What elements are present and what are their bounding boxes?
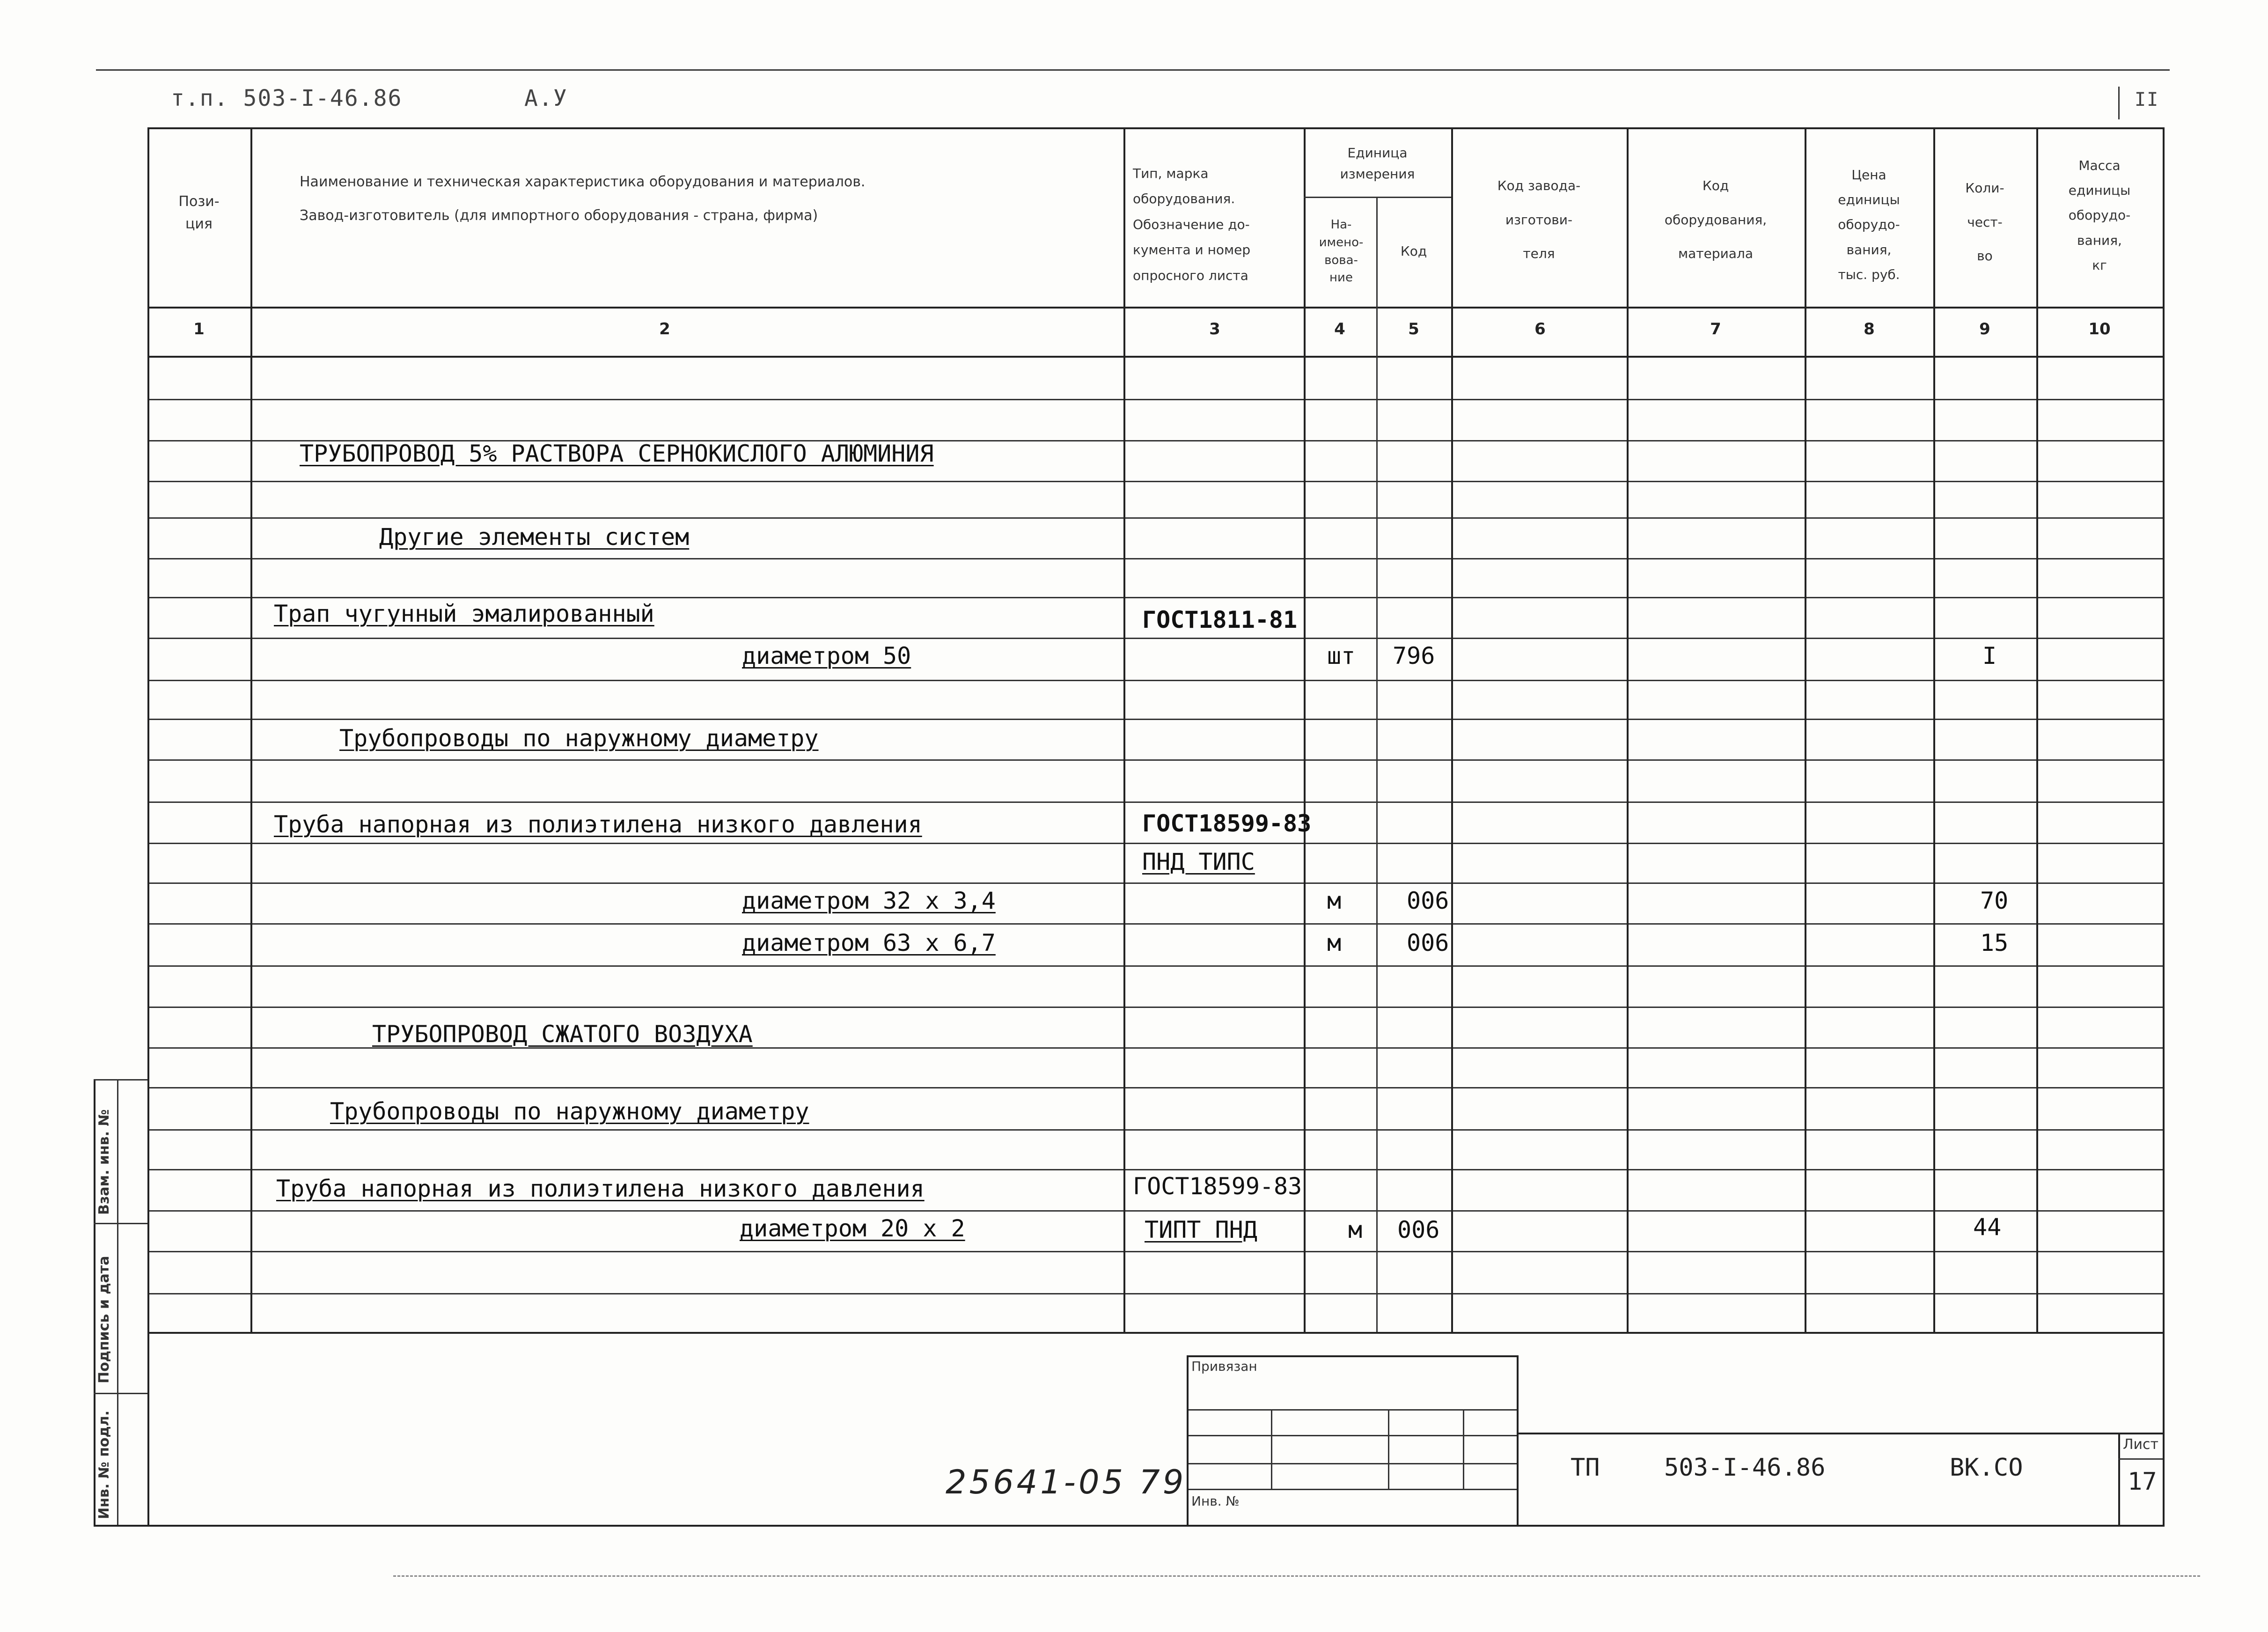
header-name: Наименование и техническая характеристика оборудования и материалов. Завод-изготовитель (для импортного оборудования - страна, фирма) [300, 174, 866, 224]
column-number: 8 [1864, 320, 1875, 338]
row-trap-name: Трап чугунный эмалированный [274, 600, 654, 627]
col-line [1123, 127, 1125, 1332]
row-line [147, 1293, 2163, 1294]
title-block-top-line [1517, 1433, 2163, 1434]
row-line [147, 1169, 2163, 1170]
col-line [250, 127, 252, 1332]
column-number: 3 [1209, 320, 1220, 338]
column-number: 5 [1408, 320, 1419, 338]
frame-left-line [147, 127, 149, 1525]
stamp-line [1187, 1435, 1517, 1436]
row-line [147, 517, 2163, 519]
sidebar-outer-line [94, 1079, 95, 1525]
footer-drawing-mark: ВК.СО [1950, 1454, 2023, 1482]
sheet-box-split [2118, 1458, 2163, 1460]
sidebar-line [94, 1393, 147, 1394]
stamp-line [1187, 1355, 1517, 1357]
subsection-outer-diameter-1: Трубопроводы по наружному диаметру [339, 725, 819, 752]
header-unit-group: Единица измерения [1340, 145, 1415, 182]
scan-artifact-line [393, 1575, 2200, 1577]
footer-project-code: 503-I-46.86 [1664, 1454, 1826, 1482]
corner-mark: II [2135, 89, 2159, 110]
stamp-line [1187, 1489, 1517, 1490]
row-pipe1-d63-qty: 15 [1980, 929, 2009, 956]
column-number: 7 [1710, 320, 1721, 338]
col-line [1805, 127, 1806, 1332]
sheet-box-line [2118, 1433, 2120, 1525]
top-edge-line [96, 69, 2170, 71]
footer-tp: ТП [1571, 1454, 1600, 1482]
subsection-other-elements: Другие элементы систем [379, 523, 690, 551]
stamp-line [1187, 1409, 1517, 1411]
row-line [147, 759, 2163, 761]
stamp-line [1388, 1409, 1389, 1489]
col-line [1627, 127, 1629, 1332]
row-line [147, 801, 2163, 803]
col-line [2036, 127, 2038, 1332]
stamp-line [1187, 1463, 1517, 1464]
frame-bottom-line [94, 1525, 2165, 1527]
row-pipe1-d63-unit: м [1327, 929, 1342, 956]
column-number: 9 [1979, 320, 1990, 338]
column-number: 6 [1534, 320, 1546, 338]
column-number: 1 [193, 320, 205, 338]
row-line [147, 638, 2163, 639]
corner-box-line [2118, 87, 2120, 119]
row-pipe1-d63: диаметром 63 х 6,7 [742, 929, 996, 956]
row-line [147, 1129, 2163, 1131]
colnum-bottom-line [147, 356, 2163, 358]
row-pipe1-doc: ГОСТ18599-83 [1142, 810, 1312, 837]
row-line [147, 399, 2163, 400]
row-pipe2-qty: 44 [1973, 1213, 2002, 1241]
album-mark: А.У [524, 85, 568, 111]
col-line [1451, 127, 1453, 1332]
stamp-line [1517, 1355, 1519, 1525]
table-bottom-line [147, 1332, 2163, 1334]
sidebar-line [94, 1223, 147, 1224]
sheet-number: 17 [2128, 1468, 2157, 1496]
header-unit-code: Код [1400, 243, 1427, 259]
col-line [1376, 197, 1378, 1332]
header-position: Пози- ция [178, 193, 220, 232]
row-line [147, 965, 2163, 967]
row-pipe2-doc2: ТИПТ ПНД [1145, 1216, 1257, 1243]
header-unit-name: На- имено- вова- ние [1319, 218, 1364, 285]
sheet-label: Лист [2123, 1436, 2159, 1453]
stamp-line [1187, 1355, 1189, 1525]
row-pipe2-unit: м [1348, 1216, 1363, 1243]
row-trap-doc: ГОСТ1811-81 [1142, 606, 1298, 633]
row-pipe2-d20: диаметром 20 х 2 [740, 1215, 965, 1242]
row-line [147, 481, 2163, 482]
row-pipe1-d63-code: 006 [1407, 929, 1449, 956]
column-number: 2 [659, 320, 670, 338]
row-line [147, 1007, 2163, 1008]
row-pipe1-d32: диаметром 32 х 3,4 [742, 887, 996, 914]
section-title-air: ТРУБОПРОВОД СЖАТОГО ВОЗДУХА [372, 1021, 753, 1048]
row-line [147, 597, 2163, 598]
row-pipe1-d32-unit: м [1327, 887, 1342, 914]
column-number: 4 [1334, 320, 1345, 338]
header-quantity: Коли- чест- во [1965, 180, 2004, 264]
sidebar-inv-label: Инв. № подл. [96, 1410, 112, 1519]
stamp-line [1463, 1409, 1464, 1489]
row-trap-unit: шт [1327, 642, 1356, 669]
column-number: 10 [2088, 320, 2111, 338]
row-line [147, 923, 2163, 925]
header-bottom-line [147, 307, 2163, 309]
row-line [147, 1087, 2163, 1088]
row-trap-qty: I [1982, 642, 1997, 669]
header-equipment-code: Код оборудования, материала [1664, 177, 1767, 262]
sidebar-podpis-label: Подпись и дата [96, 1256, 112, 1383]
frame-right-line [2163, 127, 2165, 1525]
row-line [147, 1210, 2163, 1212]
header-price: Цена единицы оборудо- вания, тыс. руб. [1838, 167, 1900, 282]
row-pipe1-doc2: ПНД ТИПС [1142, 848, 1255, 875]
header-type: Тип, марка оборудования. Обозначение до- кумента и номер опросного листа [1133, 165, 1251, 283]
sidebar-line [94, 1079, 147, 1081]
stamp-line [1271, 1409, 1272, 1489]
row-pipe1-name: Труба напорная из полиэтилена низкого давления [274, 811, 922, 838]
row-trap-code: 796 [1393, 642, 1435, 669]
row-pipe1-d32-qty: 70 [1980, 887, 2009, 914]
section-title-alum: ТРУБОПРОВОД 5% РАСТВОРА СЕРНОКИСЛОГО АЛЮМИНИЯ [300, 440, 934, 467]
unit-header-split-line [1304, 197, 1451, 198]
row-line [147, 719, 2163, 720]
table-top-line [147, 127, 2163, 129]
row-line [147, 558, 2163, 559]
stamp-privyazan-label: Привязан [1191, 1359, 1257, 1374]
row-trap-diameter: диаметром 50 [742, 642, 911, 669]
stamp-inv-label: Инв. № [1191, 1493, 1240, 1509]
row-line [147, 1251, 2163, 1252]
row-pipe2-name: Труба напорная из полиэтилена низкого давления [276, 1175, 925, 1202]
row-line [147, 680, 2163, 681]
document-code: т.п. 503-I-46.86 [171, 85, 403, 111]
col-line [1304, 127, 1306, 1332]
sidebar-inner-line [117, 1079, 118, 1525]
row-pipe1-d32-code: 006 [1407, 887, 1449, 914]
subsection-outer-diameter-2: Трубопроводы по наружному диаметру [330, 1098, 809, 1125]
row-pipe2-doc: ГОСТ18599-83 [1133, 1173, 1302, 1200]
row-line [147, 843, 2163, 844]
row-line [147, 882, 2163, 884]
sidebar-vzam-label: Взам. инв. № [96, 1109, 112, 1215]
row-pipe2-code: 006 [1397, 1216, 1440, 1243]
handwritten-number: 25641-05 79 [946, 1463, 1187, 1501]
header-maker-code: Код завода- изготови- теля [1497, 177, 1581, 262]
header-mass: Масса единицы оборудо- вания, кг [2068, 158, 2131, 273]
col-line [1933, 127, 1935, 1332]
